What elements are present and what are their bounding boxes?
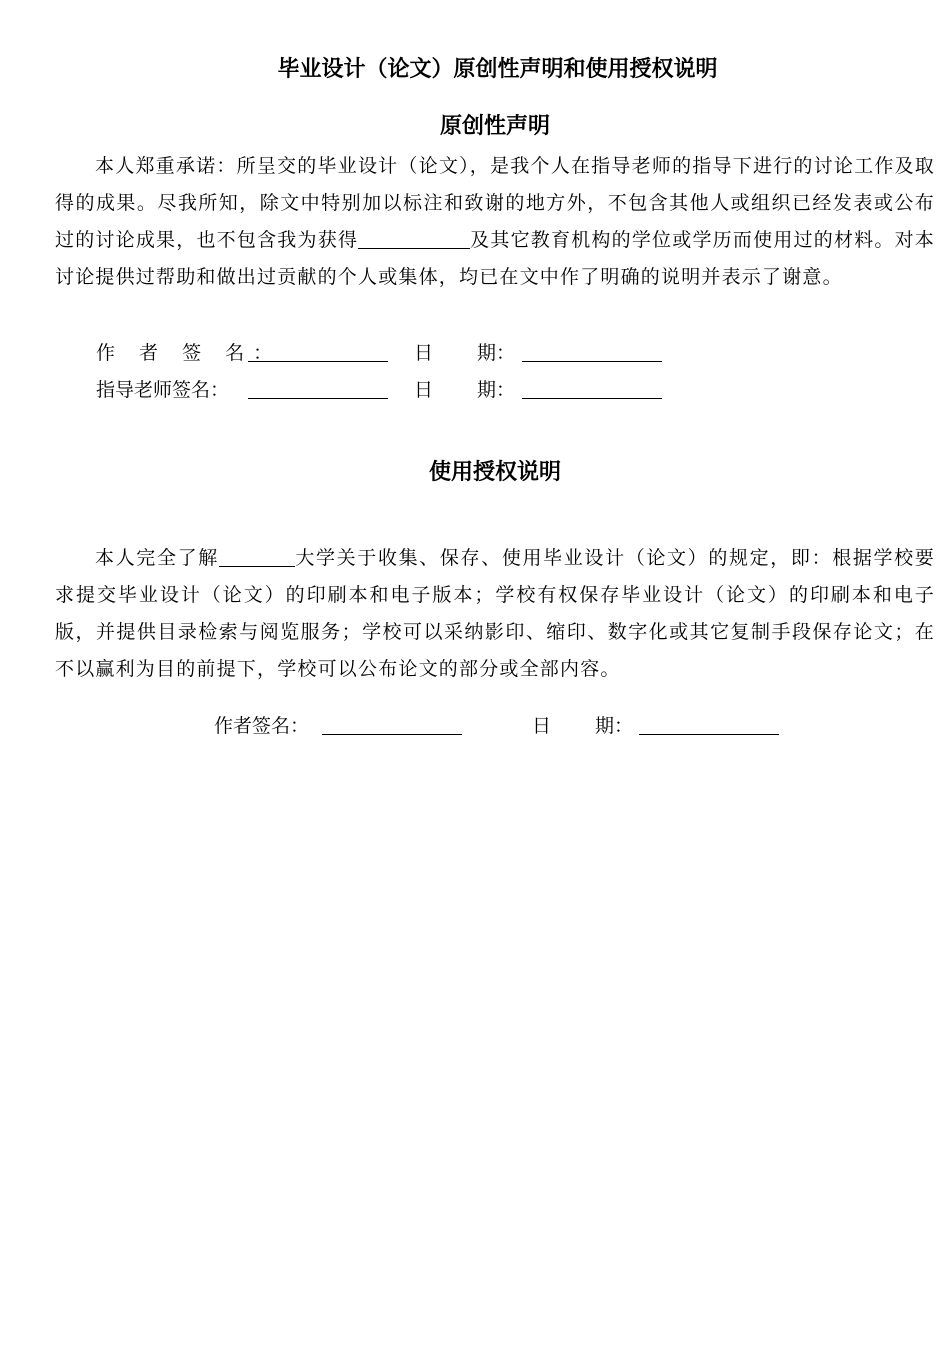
authorization-signature-row [214, 708, 814, 744]
originality-author-signature-row [96, 335, 696, 371]
advisor-date-line[interactable] [522, 398, 662, 399]
date-label-char1: 日 [414, 379, 434, 401]
authorization-text-part2: 大学关于收集、保存、使用毕业设计（论文）的规定，即：根据学校要求提交毕业设计（论文）的印刷本和电子版本；学校有权保存毕业设计（论文）的印刷本和电子版，并提供目录检索与阅览服务；学校可以采纳影印、缩印、数字化或其它复制手段保存论文；在不以赢利为目的前提下，学校可以公布论文的部分或全部内容。 [55, 547, 936, 680]
originality-heading: 原创性声明 [439, 114, 550, 139]
authorization-heading: 使用授权说明 [428, 460, 561, 485]
originality-text-part1: 本人郑重承诺：所呈交的毕业设计（论文），是我个人在指导老师的指导下进行的讨论工作及取得的成果。尽我所知，除文中特别加以标注和致谢的地方外，不包含其他人或组织已经发表或公布过的讨论成果，也不包含我为获得 [55, 155, 935, 251]
date-label-char2: 期： [477, 379, 516, 401]
author-date-line[interactable] [522, 361, 662, 362]
authorization-date-line[interactable] [639, 734, 779, 735]
authorization-author-label: 作者签名： [214, 715, 310, 737]
advisor-signature-line[interactable] [248, 398, 388, 399]
originality-paragraph [55, 148, 935, 296]
authorization-paragraph [55, 540, 935, 688]
author-signature-line[interactable] [248, 361, 388, 362]
date-label-char2: 期： [595, 715, 634, 737]
date-label-char1: 日 [414, 342, 434, 364]
date-label-char2: 期： [477, 342, 516, 364]
document-title: 毕业设计（论文）原创性声明和使用授权说明 [277, 57, 718, 82]
advisor-signature-label: 指导老师签名： [96, 379, 230, 401]
authorization-text-part1: 本人完全了解 [95, 547, 219, 569]
degree-institution-blank[interactable] [358, 226, 470, 249]
authorization-signature-line[interactable] [322, 734, 462, 735]
originality-text-part2: 及其它教育机构的学位或学历而使用过的材料。对本讨论提供过帮助和做出过贡献的个人或集体，均已在文中作了明确的说明并表示了谢意。 [55, 229, 935, 288]
author-signature-label: 作 者 签 名： [96, 342, 282, 364]
date-label-char1: 日 [532, 715, 552, 737]
university-name-blank[interactable] [219, 544, 295, 567]
originality-advisor-signature-row [96, 372, 696, 408]
